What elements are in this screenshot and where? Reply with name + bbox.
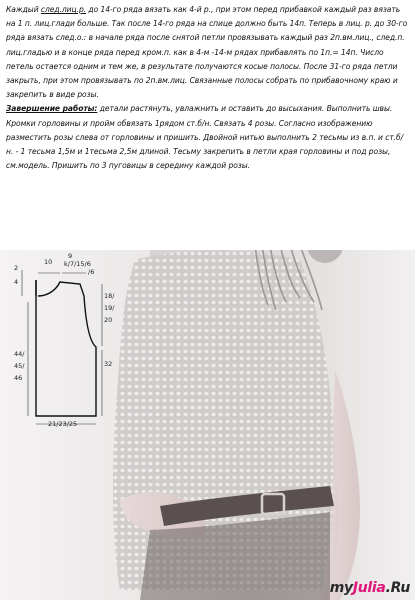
site-logo bbox=[330, 580, 410, 596]
dim-bottom-width: 21/23/25 bbox=[48, 420, 78, 428]
dim-neck-width: 10 bbox=[44, 258, 53, 266]
schematic-outline bbox=[0, 262, 140, 430]
dim-top-left-a: 2 bbox=[14, 264, 19, 272]
finishing-heading: Завершение работы: bbox=[6, 104, 98, 114]
dim-side-b: 45/ bbox=[14, 362, 25, 370]
logo-part-ru: .Ru bbox=[385, 580, 410, 596]
pattern-schematic bbox=[0, 252, 140, 430]
finishing-body: детали растянуть, увлажнить и оставить до высыхания. Выполнить швы. Кромки горловины и пройм обвязать 1рядом ст.б/н. Связать 4 розы. Согласно изображению разместить розы слева от горловины и пришить. Двойной нитью выполнить 2 тесьмы из в.п. и ст.б/н. - 1 тесьма 1,5м и 1тесьма 2,5м длиной. Тесьму закрепить в петли края горловины и под розы, см.модель. Пришить по 3 пуговицы в середину каждой розы. bbox=[6, 104, 404, 171]
dim-armhole-c: 20 bbox=[104, 316, 113, 324]
logo-part-my: my bbox=[329, 580, 353, 596]
dim-armhole-b: 19/ bbox=[104, 304, 115, 312]
dim-side-a: 44/ bbox=[14, 350, 25, 358]
instructions-link: след.лиц.р. bbox=[40, 5, 87, 14]
instructions-text bbox=[6, 3, 409, 173]
dim-shoulder-sizes: k/7/15/6 bbox=[64, 260, 91, 268]
instructions-part1-body: до 14-го ряда вязать как 4-й р., при этом перед прибавкой каждый раз вязать на 1 п. лиц.глади больше. Так после 14-го ряда на спице должно быть 14п. Теперь в лиц. р. до 30-го ряда вязать след.о.: в начале ряда после снятой петли провязывать каждый раз 2п.вм.лиц., след.п. лиц.гладью и в конце ряда перед кром.п. как в 4-м -14-м рядах прибавлять по 1п.= 14п. Число петель остается одним и тем же, в результате получаются косые полосы. После 31-го ряда петли закрыть, при этом провязывать по 2п.вм.лиц. Связанные полосы собрать по прибавочному краю и закрепить в виде розы. bbox=[6, 5, 408, 100]
dim-side-c: 46 bbox=[14, 374, 23, 382]
logo-part-julia: Julia bbox=[352, 580, 386, 596]
dim-armhole-a: 18/ bbox=[104, 292, 115, 300]
instructions-part1-start: Каждый bbox=[6, 5, 41, 14]
dim-shoulder-top: 9 bbox=[68, 252, 73, 260]
dim-lower-right: 32 bbox=[104, 360, 113, 368]
dim-shoulder-right: /6 bbox=[88, 268, 95, 276]
dim-top-left-b: 4 bbox=[14, 278, 19, 286]
